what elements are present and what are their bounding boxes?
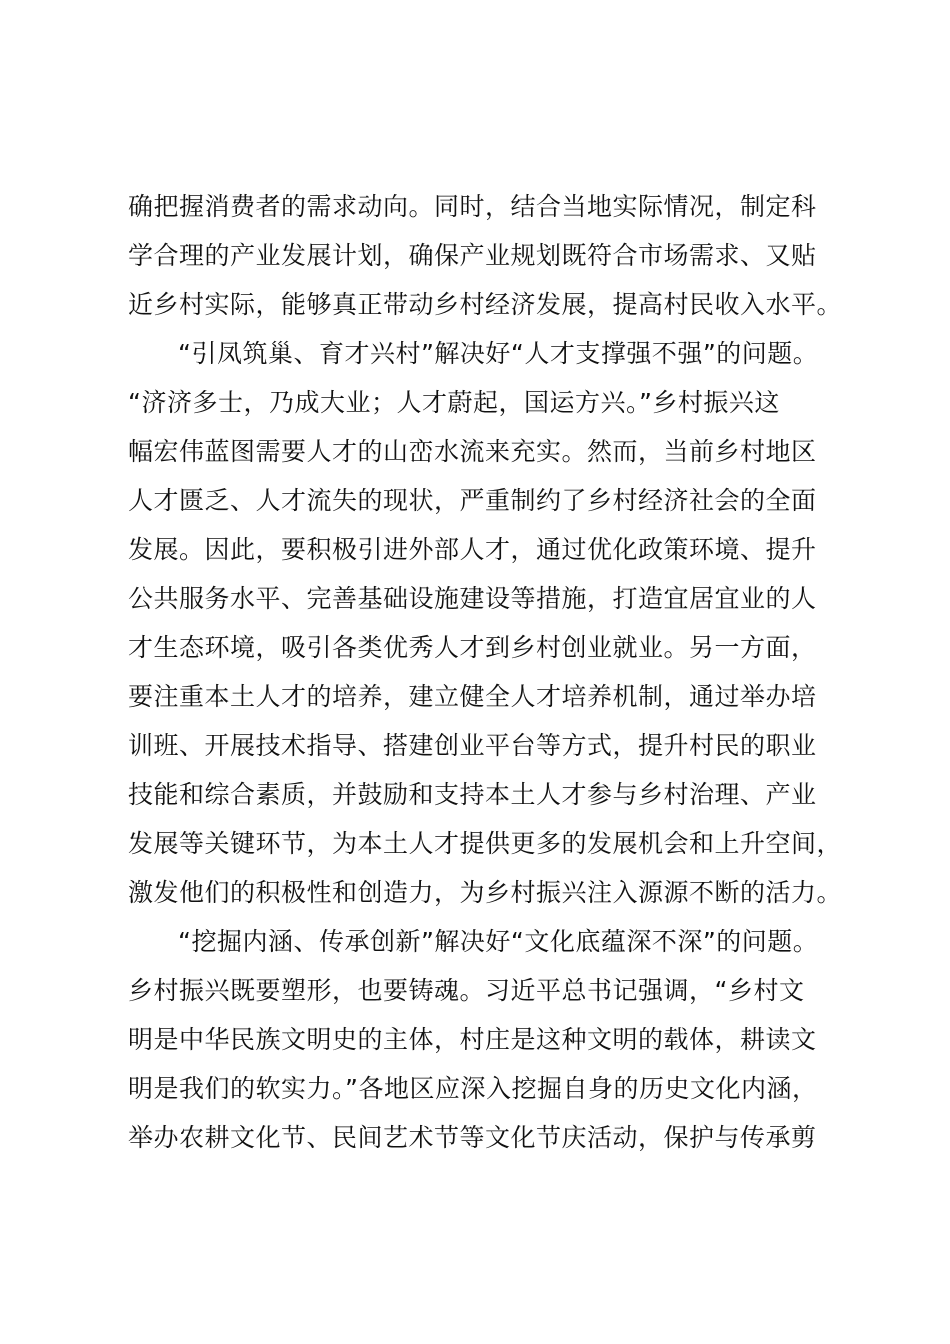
text-line: 发展。因此，要积极引进外部人才，通过优化政策环境、提升	[128, 535, 817, 564]
body-text	[128, 182, 868, 1162]
paragraph-heading-talent: “引凤筑巢、育才兴村”解决好“人才支撑强不强”的问题。	[178, 339, 819, 368]
text-line: 训班、开展技术指导、搭建创业平台等方式，提升村民的职业	[128, 731, 817, 760]
text-line: 学合理的产业发展计划，确保产业规划既符合市场需求、又贴	[128, 241, 817, 270]
text-line: 才生态环境，吸引各类优秀人才到乡村创业就业。另一方面，	[128, 633, 817, 662]
text-line: 明是中华民族文明史的主体，村庄是这种文明的载体，耕读文	[128, 1025, 817, 1054]
text-line: 确把握消费者的需求动向。同时，结合当地实际情况，制定科	[128, 192, 817, 221]
text-line: “济济多士，乃成大业；人才蔚起，国运方兴。”乡村振兴这	[128, 388, 780, 417]
text-line: 要注重本土人才的培养，建立健全人才培养机制，通过举办培	[128, 682, 817, 711]
text-line: 明是我们的软实力。”各地区应深入挖掘自身的历史文化内涵，	[128, 1074, 818, 1103]
text-line: 乡村振兴既要塑形，也要铸魂。习近平总书记强调，“乡村文	[128, 976, 805, 1005]
text-line: 近乡村实际，能够真正带动乡村经济发展，提高村民收入水平。	[128, 290, 843, 319]
text-line: 激发他们的积极性和创造力，为乡村振兴注入源源不断的活力。	[128, 878, 843, 907]
text-line: 举办农耕文化节、民间艺术节等文化节庆活动，保护与传承剪	[128, 1123, 817, 1152]
text-line: 公共服务水平、完善基础设施建设等措施，打造宜居宜业的人	[128, 584, 817, 613]
text-line: 人才匮乏、人才流失的现状，严重制约了乡村经济社会的全面	[128, 486, 817, 515]
text-line: 发展等关键环节，为本土人才提供更多的发展机会和上升空间，	[128, 829, 843, 858]
paragraph-heading-culture: “挖掘内涵、传承创新”解决好“文化底蕴深不深”的问题。	[178, 927, 819, 956]
text-line: 幅宏伟蓝图需要人才的山峦水流来充实。然而，当前乡村地区	[128, 437, 817, 466]
text-line: 技能和综合素质，并鼓励和支持本土人才参与乡村治理、产业	[128, 780, 817, 809]
